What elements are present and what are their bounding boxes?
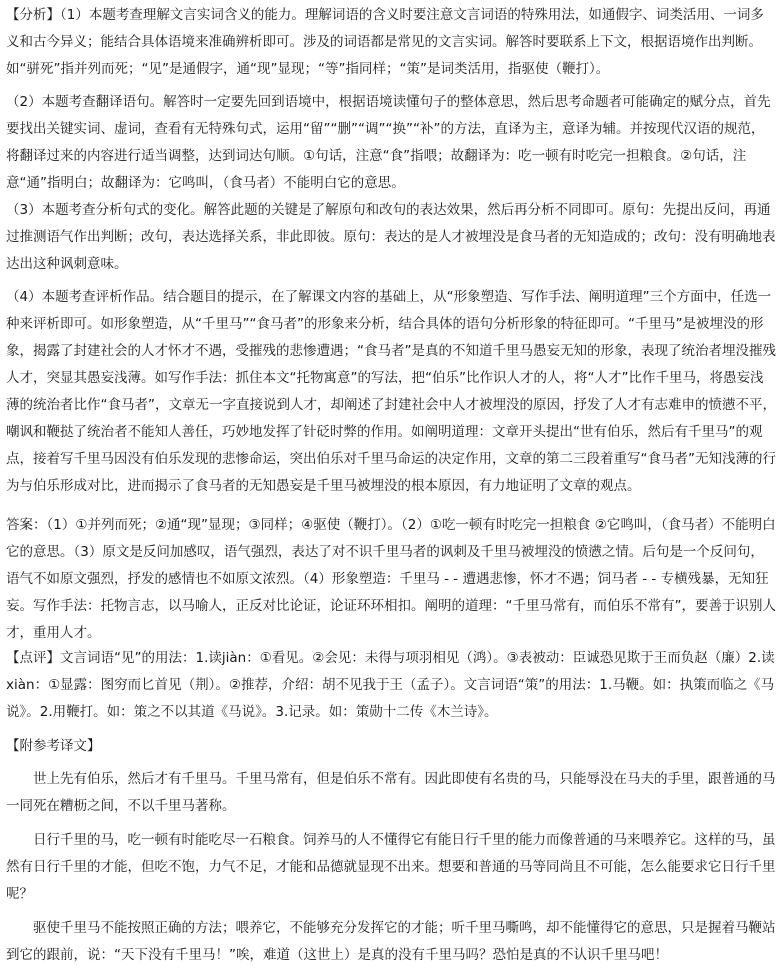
analysis-part-4: （4）本题考查评析作品。结合题目的提示，在了解课文内容的基础上，从“形象塑造、写作手法、阐明道理”三个方面中，任选一种来评析即可。如形象塑造，从“千里马”“食马者”的形象来分析，结合具体的语句分析形象的特征即可。“千里马”是被埋没的形象，揭露了封建社会的人才怀才不遇，受摧残的悲惨遭遇；“食马者”是真的不知道千里马愚妄无知的形象，表现了统治者埋没摧残人才，突显其愚妄浅薄。如写作手法：抓住本文“托物寓意”的写法，把“伯乐”比作识人才的人，将“人才”比作千里马，将愚妄浅薄的统治者比作“食马者”，文章无一字直接说到人才，却阐述了封建社会中人才被埋没的原因，抒发了人才有志难申的愤懑不平，嘲讽和鞭挞了统治者不能知人善任，巧妙地发挥了针砭时弊的作用。如阐明道理：文章开头提出“世有伯乐，然后有千里马”的观点，接着写千里马因没有伯乐发现的悲惨命运，突出伯乐对千里马命运的决定作用，文章的第二三段着重写“食马者”无知浅薄的行为与伯乐形成对比，进而揭示了食马者的无知愚妄是千里马被埋没的根本原因，有力地证明了文章的观点。 [6, 289, 776, 494]
translation-paragraph-2: 日行千里的马，吃一顿有时能吃尽一石粮食。饲养马的人不懂得它有能日行千里的能力而像普通的马来喂养它。这样的马，虽然有日行千里的才能，但吃不饱，力气不足，才能和品德就显现不出来。想要和普通的马等同尚且不可能，怎么能要求它日行千里呢？ [6, 832, 776, 902]
analysis-part-2: （2）本题考查翻译语句。解答时一定要先回到语境中，根据语境读懂句子的整体意思，然后思考命题者可能确定的赋分点，首先要找出关键实词、虚词，查看有无特殊句式，运用“留”“删”“调”“换”“补”的方法，直译为主，意译为辅。并按现代汉语的规范，将翻译过来的内容进行适当调整，达到词达句顺。①句话，注意“食”指喂；故翻译为：吃一顿有时吃完一担粮食。②句话，注意“通”指明白；故翻译为：它鸣叫，（食马者）不能明白它的意思。 [6, 94, 771, 191]
translation-paragraph-1: 世上先有伯乐，然后才有千里马。千里马常有，但是伯乐不常有。因此即使有名贵的马，只能辱没在马夫的手里，跟普通的马一同死在糟枥之间，不以千里马著称。 [6, 771, 776, 814]
analysis-part-1: 【分析】（1）本题考查理解文言实词含义的能力。理解词语的含义时要注意文言词语的特殊用法，如通假字、词类活用、一词多义和古今异义；能结合具体语境来准确辨析即可。涉及的词语都是常见的文言实词。解答时要联系上下文，根据语境作出判断。如“骈死”指并列而死；“见”是通假字，通“现”显现；“等”指同样；“策”是词类活用，指驱使（鞭打）。 [6, 7, 764, 77]
analysis-part-3: （3）本题考查分析句式的变化。解答此题的关键是了解原句和改句的表达效果，然后再分析不同即可。原句：先提出反问，再通过推测语气作出判断；改句，表达选择关系，非此即彼。原句：表达的是人才被埋没是食马者的无知造成的；改句：没有明确地表达出这种讽刺意味。 [6, 202, 776, 272]
answer-paragraph: 答案：（1）①并列而死；②通“现”显现；③同样；④驱使（鞭打）。（2）①吃一顿有时吃完一担粮食 ②它鸣叫，（食马者）不能明白它的意思。（3）原文是反问加感叹，语气强烈，表达了对不识千里马者的讽刺及千里马被埋没的愤懑之情。后句是一个反问句，语气不如原文强烈，抒发的感情也不如原文浓烈。（4）形象塑造：千里马 - - 遭遇悲惨，怀才不遇；饲马者 - - 专横残暴，无知狂妄。写作手法：托物言志，以马喻人，正反对比论证，论证环环相扣。阐明的道理：“千里马常有，而伯乐不常有”，要善于识别人才，重用人才。 [6, 517, 776, 641]
comment-paragraph: 【点评】文言词语“见”的用法：1.读jiàn：①看见。②会见：未得与项羽相见（鸿）。③表被动：臣诚恐见欺于王而负赵（廉）2.读xiàn：①显露：图穷而匕首见（荆）。②推荐，介绍：胡不见我于王（孟子）。文言词语“策”的用法：1.马鞭。如：执策而临之《马说》。2.用鞭打。如：策之不以其道《马说》。3.记录。如：策勋十二传《木兰诗》。 [6, 650, 775, 720]
translation-paragraph-3: 驱使千里马不能按照正确的方法；喂养它，不能够充分发挥它的才能；听千里马嘶鸣，却不能懂得它的意思，只是握着马鞭站到它的跟前，说：“天下没有千里马！”唉，难道（这世上）是真的没有千里马吗？恐怕是真的不认识千里马吧！ [6, 920, 776, 963]
translation-heading: 【附参考译文】 [6, 738, 101, 754]
